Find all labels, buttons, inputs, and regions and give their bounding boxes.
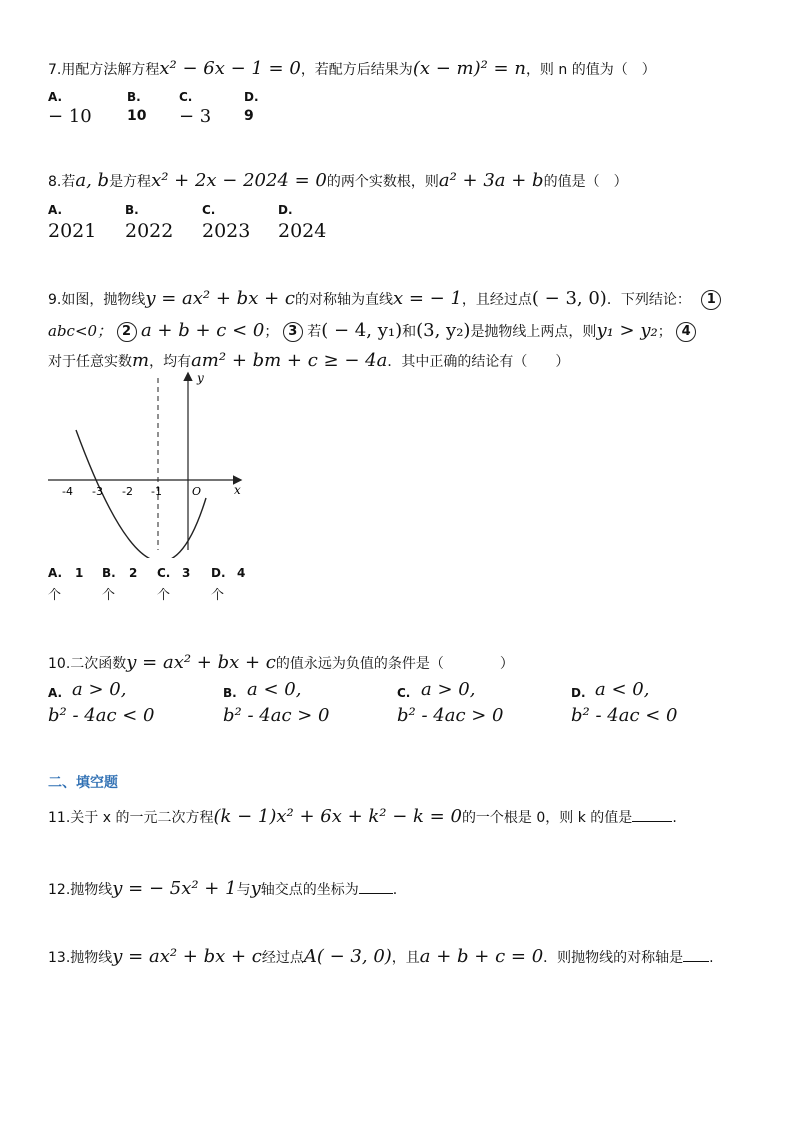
q9-option-b-unit: 个 [102,588,116,603]
question-9-line-2 [48,320,696,342]
origin-label: O [192,485,202,498]
q9-text-2: 的对称轴为直线 [294,292,393,308]
q9-conclusion-4: am² + bm + c ≥ − 4a [191,350,388,371]
q7-suffix: ，则 n 的值为（ ） [525,62,656,78]
q9-option-a-value: 1 [75,566,84,580]
q7-option-a-value: − 10 [48,106,92,127]
question-12 [48,878,397,899]
q8-option-b-value: 2022 [125,220,174,242]
q8-option-c-value: 2023 [202,220,251,242]
q8-expression: a² + 3a + b [438,170,544,191]
q9-option-d-label: D. [211,566,226,580]
q9-text-5: 若 [307,324,322,340]
q7-option-b-label: B. [127,90,141,104]
q9-text-9: ，均有 [149,354,192,370]
q11-prefix: 11.关于 x 的一元二次方程 [48,810,214,826]
q7-prefix: 7.用配方法解方程 [48,62,160,78]
q13-point: A( − 3, 0) [303,946,392,967]
y-axis-label: y [197,371,204,385]
q12-answer-blank[interactable] [359,879,393,894]
q9-option-a-unit: 个 [48,588,62,603]
q13-answer-blank[interactable] [683,947,709,962]
q9-option-d-value: 4 [237,566,246,580]
q9-option-d-unit: 个 [211,588,225,603]
q12-end: . [392,882,398,898]
q8-option-a-value: 2021 [48,220,97,242]
q10-prefix: 10.二次函数 [48,656,127,672]
tick-label-neg1: -1 [151,485,162,498]
q7-option-c-label: C. [179,90,193,104]
q7-option-a-label: A. [48,90,63,104]
q8-option-d-value: 2024 [278,220,327,242]
q8-mid: 是方程 [109,174,152,190]
x-axis-label: x [234,483,241,497]
tick-label-neg2: -2 [122,485,133,498]
tick-label-neg4: -4 [62,485,73,498]
q10-suffix: 的值永远为负值的条件是（ ） [275,656,514,672]
q12-equation: y = − 5x² + 1 [112,878,237,899]
q8-suffix: 的值是（ ） [543,174,628,190]
question-10 [48,652,514,673]
circled-4-icon: 4 [676,322,696,342]
question-7 [48,58,656,79]
q13-mid: 经过点 [261,950,304,966]
q9-variable-m: m [132,350,150,371]
q9-point-2: (3, y₂) [416,320,471,341]
q9-option-b-label: B. [102,566,116,580]
q10-option-b-line-2: b² - 4ac > 0 [223,705,330,726]
q10-option-c-line-2: b² - 4ac > 0 [397,705,504,726]
q9-option-c-label: C. [157,566,171,580]
tick-label-neg3: -3 [92,485,103,498]
q13-suffix: ．则抛物线的对称轴是 [543,950,684,966]
q8-equation: x² + 2x − 2024 = 0 [151,170,327,191]
q12-y-variable: y [250,878,261,899]
q8-option-d-label: D. [278,203,293,217]
q10-equation: y = ax² + bx + c [126,652,276,673]
q10-option-a-line-2: b² - 4ac < 0 [48,705,155,726]
q13-end: . [709,950,714,966]
q8-mid2: 的两个实数根，则 [326,174,439,190]
q7-option-d-value: 9 [244,108,254,124]
q10-option-a-line-1: a > 0, [72,679,127,700]
q7-mid: ，若配方后结果为 [300,62,413,78]
q11-answer-blank[interactable] [632,807,672,822]
q13-condition: a + b + c = 0 [419,946,544,967]
q10-option-c-line-1: a > 0, [421,679,476,700]
q13-equation: y = ax² + bx + c [112,946,262,967]
q9-option-a-label: A. [48,566,63,580]
q9-separator-1: ； [264,324,279,340]
question-8 [48,170,628,191]
q11-end: . [672,810,677,826]
q9-option-c-unit: 个 [157,588,171,603]
q9-text-8: 对于任意实数 [48,354,132,370]
question-11 [48,806,677,827]
q9-text-4: ．下列结论： [606,292,691,308]
q7-option-c-value: − 3 [179,106,212,127]
q10-option-d-line-2: b² - 4ac < 0 [571,705,678,726]
q8-ab: a, b [75,170,110,191]
circled-2-icon: 2 [117,322,137,342]
q9-inequality: y₁ > y₂ [596,320,658,341]
q9-point: ( − 3, 0) [531,288,607,309]
question-13 [48,946,714,967]
section-heading: 二、填空题 [48,775,118,791]
q9-option-b-value: 2 [129,566,138,580]
q7-equation-2: (x − m)² = n [412,58,526,79]
circled-3-icon: 3 [283,322,303,342]
question-9-line-1 [48,288,721,310]
circled-1-icon: 1 [701,290,721,310]
q9-text-10: ．其中正确的结论有（ ） [387,354,570,370]
q10-option-d-label: D. [571,686,586,700]
q10-option-a-label: A. [48,686,63,700]
q9-text-7: 是抛物线上两点，则 [470,324,597,340]
q10-option-b-label: B. [223,686,237,700]
q8-option-a-label: A. [48,203,63,217]
q8-option-b-label: B. [125,203,139,217]
q7-equation: x² − 6x − 1 = 0 [159,58,301,79]
q9-option-c-value: 3 [182,566,191,580]
q9-conclusion-1: abc<0； [48,322,113,340]
q10-option-b-line-1: a < 0, [247,679,302,700]
q9-point-1: ( − 4, y₁) [321,320,403,341]
q9-conclusion-2: a + b + c < 0 [140,320,265,341]
q8-option-c-label: C. [202,203,216,217]
q10-option-c-label: C. [397,686,411,700]
q12-mid: 与 [236,882,251,898]
q9-axis-equation: x = − 1 [392,288,462,309]
q13-prefix: 13.抛物线 [48,950,113,966]
q9-text-3: ，且经过点 [461,292,532,308]
q9-separator-2: ； [657,324,672,340]
q7-option-b-value: 10 [127,108,147,124]
q8-prefix: 8.若 [48,174,76,190]
q9-parabola-equation: y = ax² + bx + c [145,288,295,309]
q9-text-6: 和 [402,324,417,340]
q10-option-d-line-1: a < 0, [595,679,650,700]
q11-equation: (k − 1)x² + 6x + k² − k = 0 [213,806,462,827]
parabola-graph [40,368,255,558]
q11-suffix: 的一个根是 0，则 k 的值是 [461,810,633,826]
q12-prefix: 12.抛物线 [48,882,113,898]
q13-mid2: ，且 [391,950,420,966]
q12-suffix: 轴交点的坐标为 [260,882,359,898]
q9-text-1: 9.如图，抛物线 [48,292,146,308]
q7-option-d-label: D. [244,90,259,104]
